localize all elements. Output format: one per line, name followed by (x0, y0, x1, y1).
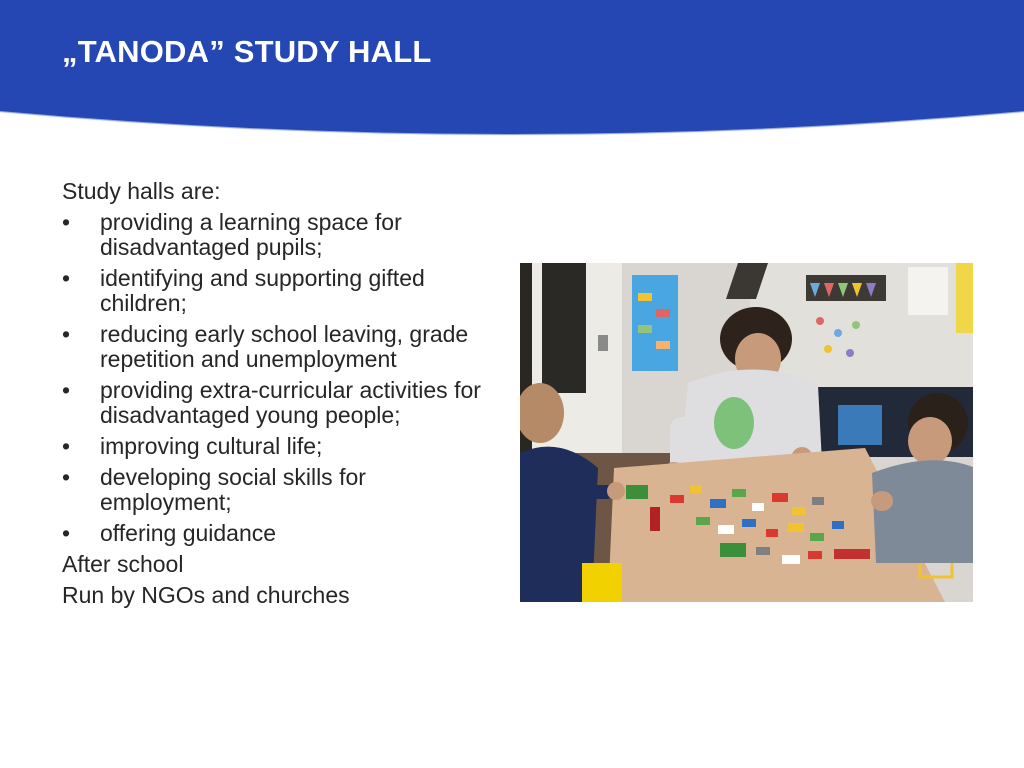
bullet-glyph: • (62, 433, 71, 459)
bullet-glyph: • (62, 520, 71, 546)
bullet-text: reducing early school leaving, grade repetition and unemployment (100, 321, 469, 372)
bullet-item (62, 378, 502, 428)
slide-body (62, 179, 502, 614)
bullet-item (62, 465, 502, 515)
bullet-item (62, 434, 502, 459)
bullet-text: providing extra-curricular activities for disadvantaged young people; (100, 377, 481, 428)
footer-line-run-by: Run by NGOs and churches (62, 582, 350, 608)
bullet-item (62, 210, 502, 260)
bullet-glyph: • (62, 209, 71, 235)
bullet-text: improving cultural life; (100, 433, 323, 459)
header-shape (0, 0, 1024, 140)
bullet-list (62, 210, 502, 546)
bullet-item (62, 521, 502, 546)
bullet-text: identifying and supporting gifted children; (100, 265, 425, 316)
bullet-item (62, 322, 502, 372)
bullet-glyph: • (62, 377, 71, 403)
intro-text: Study halls are: (62, 178, 221, 204)
bullet-glyph: • (62, 265, 71, 291)
slide-title: „TANODA” STUDY HALL (62, 34, 432, 69)
bullet-text: developing social skills for employment; (100, 464, 366, 515)
bullet-glyph: • (62, 321, 71, 347)
bullet-item (62, 266, 502, 316)
header-band (0, 0, 1024, 140)
study-hall-photo (520, 263, 973, 602)
photo-illustration (520, 263, 973, 602)
bullet-text: providing a learning space for disadvantaged pupils; (100, 209, 402, 260)
bullet-glyph: • (62, 464, 71, 490)
footer-line-after-school: After school (62, 551, 184, 577)
bullet-text: offering guidance (100, 520, 277, 546)
